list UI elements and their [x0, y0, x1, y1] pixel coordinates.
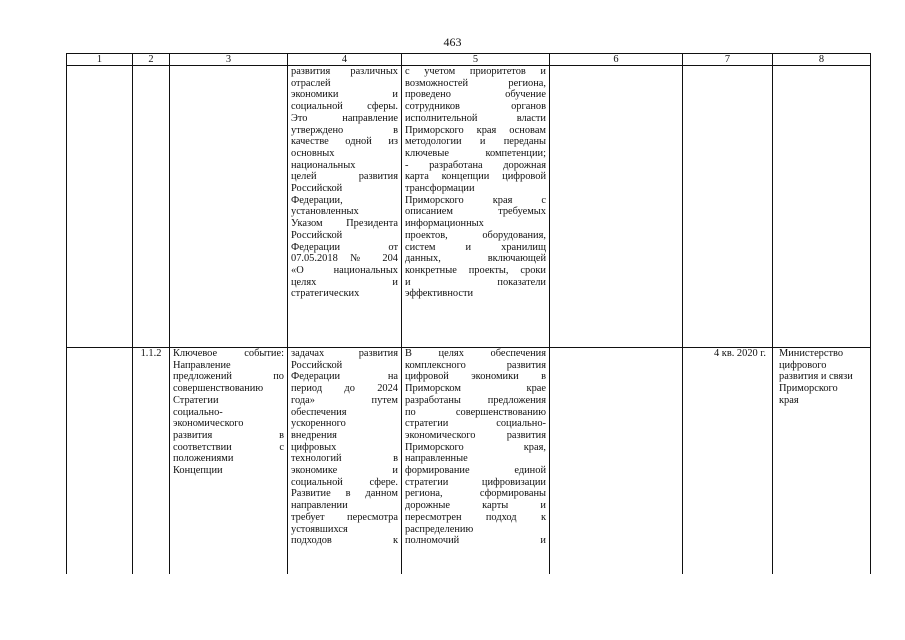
- column-number: 1: [67, 54, 133, 66]
- text-line: стратегических: [291, 288, 360, 300]
- text-line: период до 2024: [291, 383, 398, 395]
- text-line: региона, сформированы: [405, 488, 546, 500]
- empty-cell: [133, 66, 170, 348]
- text-line: Приморского: [779, 383, 838, 395]
- text-line: сотрудников органов: [405, 101, 546, 113]
- text-line: основных: [291, 147, 335, 159]
- text-line: Приморском крае: [405, 383, 546, 395]
- text-line: стратегии социально-: [405, 418, 546, 430]
- text-line: предложений по: [173, 371, 284, 383]
- text-line: края: [779, 394, 799, 406]
- text-line: распределению: [405, 523, 474, 535]
- empty-cell: [170, 66, 288, 348]
- empty-cell: [683, 66, 773, 348]
- text-line: соответствии с: [173, 441, 284, 453]
- empty-cell: [773, 66, 871, 348]
- column-number: 5: [402, 54, 550, 66]
- activities-table: [66, 53, 871, 574]
- text-line: и показатели: [405, 276, 546, 288]
- text-line: отраслей: [291, 77, 331, 89]
- text-line: национальных: [291, 159, 356, 171]
- text-line: разработаны предложения: [405, 394, 546, 406]
- text-line: внедрения: [291, 429, 337, 441]
- text-line: «О национальных: [291, 264, 398, 276]
- text-line: положениями: [173, 453, 234, 465]
- empty-cell: [550, 66, 683, 348]
- text-line: задачах развития: [291, 348, 398, 359]
- text-line: проведено обучение: [405, 89, 546, 101]
- text-line: карта концепции цифровой: [405, 171, 546, 183]
- text-line: дорожные карты и: [405, 500, 546, 512]
- text-line: по совершенствованию: [405, 406, 546, 418]
- text-line: В целях обеспечения: [405, 348, 546, 359]
- column-number: 8: [773, 54, 871, 66]
- text-line: года» путем: [291, 394, 398, 406]
- column-number: 3: [170, 54, 288, 66]
- column-number: 7: [683, 54, 773, 66]
- text-line: целей развития: [291, 171, 398, 183]
- text-line: стратегии цифровизации: [405, 476, 546, 488]
- text-line: Российской: [291, 183, 343, 195]
- text-line: направленные: [405, 453, 468, 465]
- text-line: Федерации,: [291, 194, 343, 206]
- text-line: возможностей региона,: [405, 77, 546, 89]
- text-line: цифровых: [291, 441, 337, 453]
- text-line: социальной сферы.: [291, 101, 398, 113]
- text-line: конкретные проекты, сроки: [405, 264, 546, 276]
- text-line: Федерации на: [291, 371, 398, 383]
- text-line: требует пересмотра: [291, 511, 398, 523]
- text-line: ускоренного: [291, 418, 346, 430]
- text-line: описанием требуемых: [405, 206, 546, 218]
- column-number: 4: [288, 54, 402, 66]
- table-row: [67, 66, 871, 348]
- text-line: Развитие в данном: [291, 488, 398, 500]
- text-line: систем и хранилищ: [405, 241, 546, 253]
- text-line: подходов к: [291, 535, 398, 547]
- text-line: установленных: [291, 206, 359, 218]
- text-line: ключевые компетенции;: [405, 147, 546, 159]
- text-line: утверждено в: [291, 124, 398, 136]
- text-line: цифровой экономики в: [405, 371, 546, 383]
- text-line: развития различных: [291, 66, 398, 77]
- empty-cell: [550, 348, 683, 575]
- text-line: социально-: [173, 406, 223, 418]
- text-line: Концепции: [173, 465, 223, 477]
- text-line: цифрового: [779, 359, 827, 371]
- item-number: 1.1.2: [133, 348, 170, 575]
- text-line: целях и: [291, 276, 398, 288]
- text-line: обеспечения: [291, 406, 347, 418]
- result-cell: [402, 66, 550, 348]
- empty-cell: [67, 66, 133, 348]
- empty-cell: [67, 348, 133, 575]
- text-line: полномочий и: [405, 535, 546, 547]
- text-line: методологии и переданы: [405, 136, 546, 148]
- text-line: экономике и: [291, 465, 398, 477]
- column-number: 6: [550, 54, 683, 66]
- text-line: экономического: [173, 418, 244, 430]
- text-line: проектов, оборудования,: [405, 229, 546, 241]
- text-line: трансформации: [405, 183, 475, 195]
- text-line: с учетом приоритетов и: [405, 66, 546, 77]
- text-line: 07.05.2018 № 204: [291, 253, 398, 265]
- text-line: экономики и: [291, 89, 398, 101]
- text-line: Это направление: [291, 112, 398, 124]
- text-line: исполнительной власти: [405, 112, 546, 124]
- text-line: совершенствованию: [173, 383, 264, 395]
- text-line: Министерство: [779, 348, 844, 359]
- text-line: Направление: [173, 359, 231, 371]
- column-number: 2: [133, 54, 170, 66]
- text-line: данных, включающей: [405, 253, 546, 265]
- responsible-cell: [773, 348, 871, 575]
- text-line: Приморского края основам: [405, 124, 546, 136]
- text-line: пересмотрен подход к: [405, 511, 546, 523]
- text-line: эффективности: [405, 288, 474, 300]
- event-cell: [170, 348, 288, 575]
- deadline-cell: 4 кв. 2020 г.: [683, 348, 773, 575]
- description-cell: [288, 348, 402, 575]
- text-line: направлении: [291, 500, 348, 512]
- text-line: устоявшихся: [291, 523, 348, 535]
- text-line: Указом Президента: [291, 218, 398, 230]
- text-line: - разработана дорожная: [405, 159, 546, 171]
- text-line: технологий в: [291, 453, 398, 465]
- text-line: комплексного развития: [405, 359, 546, 371]
- text-line: Стратегии: [173, 394, 219, 406]
- text-line: Российской: [291, 229, 343, 241]
- table-row: [67, 348, 871, 575]
- text-line: социальной сфере.: [291, 476, 398, 488]
- result-cell: [402, 348, 550, 575]
- page-number: 463: [443, 35, 462, 49]
- column-number-row: [67, 54, 871, 66]
- text-line: информационных: [405, 218, 484, 230]
- text-line: Ключевое событие:: [173, 348, 284, 359]
- text-line: формирование единой: [405, 465, 546, 477]
- text-line: Федерации от: [291, 241, 398, 253]
- text-line: развития и связи: [779, 371, 853, 383]
- text-line: Приморского края,: [405, 441, 546, 453]
- text-line: Приморского края с: [405, 194, 546, 206]
- text-line: экономического развития: [405, 429, 546, 441]
- description-cell: [288, 66, 402, 348]
- text-line: Российской: [291, 359, 343, 371]
- text-line: развития в: [173, 429, 284, 441]
- text-line: качестве одной из: [291, 136, 398, 148]
